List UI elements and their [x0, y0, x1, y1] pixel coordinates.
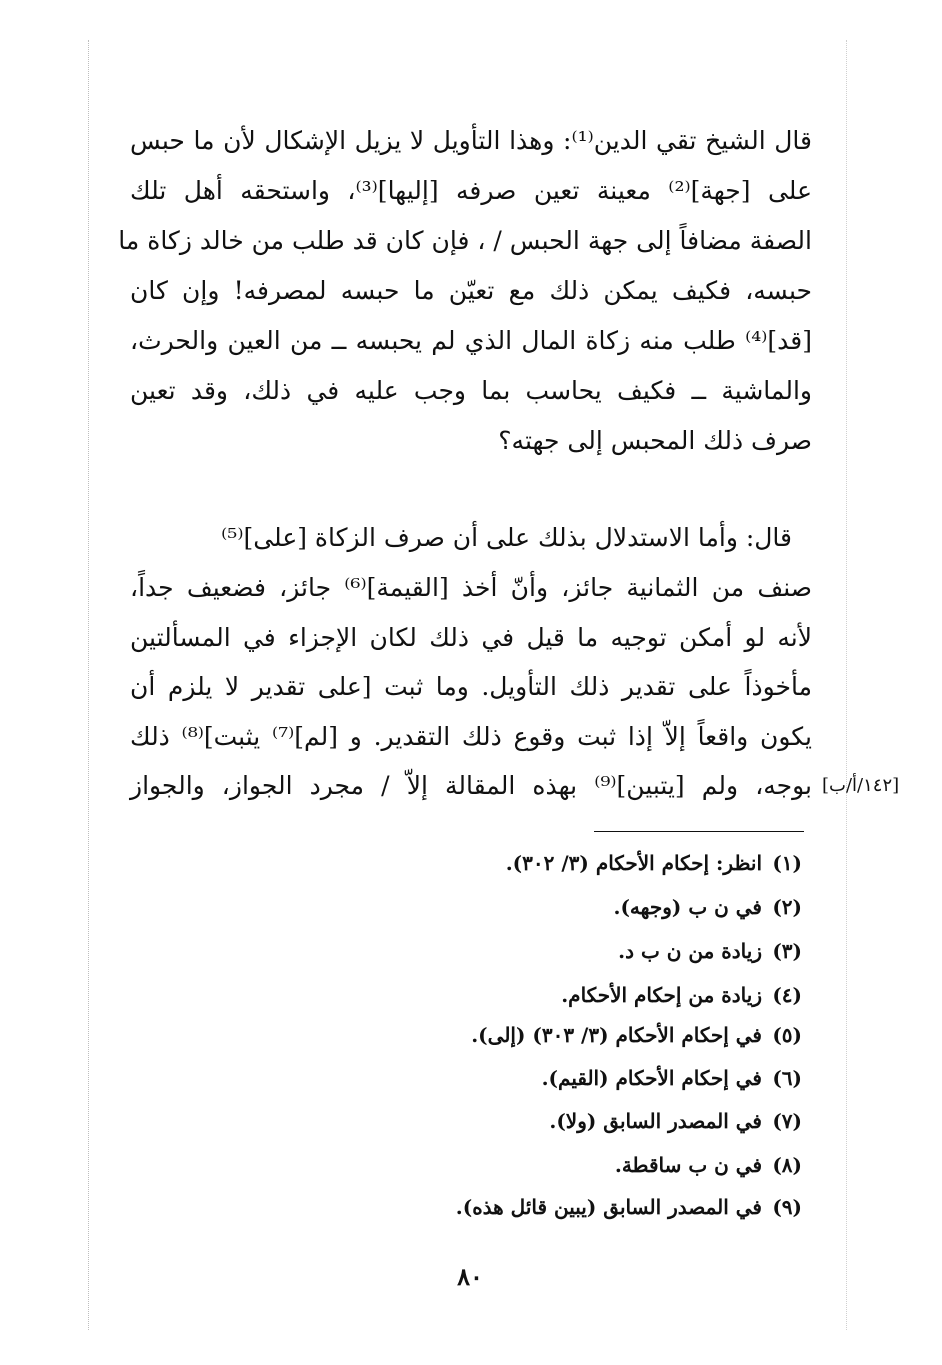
paragraph-2-line-6: بوجه، ولم [يتبين]⁽⁹⁾ بهذه المقالة إلاّ / مجرد الجواز، والجواز [130, 771, 812, 800]
right-margin-guide [846, 40, 847, 1330]
footnote-text: في ن ب (وجهه). [613, 895, 762, 919]
paragraph-1-line-2: على [جهة]⁽²⁾ معينة تعين صرفه [إليها]⁽³⁾، واستحقه أهل تلك [130, 176, 812, 205]
footnote [506, 848, 802, 878]
footnote-number: (٦) [772, 1066, 802, 1090]
footnote-number: (٣) [772, 939, 802, 963]
footnote-text: زيادة من ن ب د. [618, 939, 762, 963]
footnote-number: (٧) [772, 1109, 802, 1133]
paragraph-2-line-3: لأنه لو أمكن توجيه ما قيل في ذلك لكان الإجزاء في المسألتين [130, 623, 812, 652]
footnote-number: (١) [772, 851, 802, 875]
footnote [561, 980, 802, 1010]
footnote-number: (٤) [772, 983, 802, 1007]
page-number: ٨٠ [457, 1262, 483, 1291]
footnote [456, 1192, 802, 1222]
footnote-number: (٨) [772, 1153, 802, 1177]
paragraph-2-line-5: يكون واقعاً إلاّ إذا ثبت وقوع ذلك التقدير. و [لم]⁽⁷⁾ يثبت]⁽⁸⁾ ذلك [130, 722, 812, 751]
footnote-text: في المصدر السابق (يبين قائل هذه). [455, 1195, 762, 1219]
paragraph-1-line-5: [قد]⁽⁴⁾ طلب منه زكاة المال الذي لم يحبسه ــ من العين والحرث، [130, 326, 812, 355]
footnote [471, 1020, 802, 1050]
footnote-separator [594, 831, 804, 832]
footnote [549, 1106, 802, 1136]
footnote-text: في إحكام الأحكام (القيم). [541, 1066, 762, 1090]
paragraph-2-line-2: صنف من الثمانية جائز، وأنّ أخذ [القيمة]⁽⁶⁾ جائز، فضعيف جداً، [130, 573, 813, 602]
footnote-text: في ن ب ساقطة. [614, 1153, 762, 1177]
manuscript-folio-reference: [١٤٢/أ/ب] [822, 775, 900, 796]
footnote-text: في إحكام الأحكام (٣/ ٣٠٣) (إلى). [471, 1023, 762, 1047]
footnote-number: (٥) [772, 1023, 802, 1047]
paragraph-1-line-6: والماشية ــ فكيف يحاسب بما وجب عليه في ذلك، وقد تعين [130, 376, 812, 405]
footnote-text: انظر: إحكام الأحكام (٣/ ٣٠٢). [505, 851, 762, 875]
footnote-text: في المصدر السابق (ولا). [549, 1109, 762, 1133]
paragraph-1-line-3: الصفة مضافاً إلى جهة الحبس / ، فإن كان قد طلب من خالد زكاة ما [118, 226, 812, 255]
footnote [542, 1063, 802, 1093]
footnote-number: (٩) [772, 1195, 802, 1219]
paragraph-2-line-1: قال: وأما الاستدلال بذلك على أن صرف الزكاة [على]⁽⁵⁾ [221, 523, 792, 552]
paragraph-1-line-1: قال الشيخ تقي الدين⁽¹⁾: وهذا التأويل لا يزيل الإشكال لأن ما حبس [130, 126, 812, 155]
left-margin-guide [88, 40, 89, 1330]
paragraph-2-line-4: مأخوذاً على تقدير ذلك التأويل. وما ثبت [على تقدير لا يلزم أن [130, 672, 812, 701]
paragraph-1-line-4: حبسه، فكيف يمكن ذلك مع تعيّن ما حبسه لمصرفه! وإن كان [130, 276, 812, 305]
footnote-number: (٢) [772, 895, 802, 919]
footnote-text: زيادة من إحكام الأحكام. [561, 983, 762, 1007]
footnote [615, 1150, 802, 1180]
paragraph-1-line-7: صرف ذلك المحبس إلى جهته؟ [498, 426, 812, 455]
footnote [618, 936, 802, 966]
footnote [614, 892, 803, 922]
